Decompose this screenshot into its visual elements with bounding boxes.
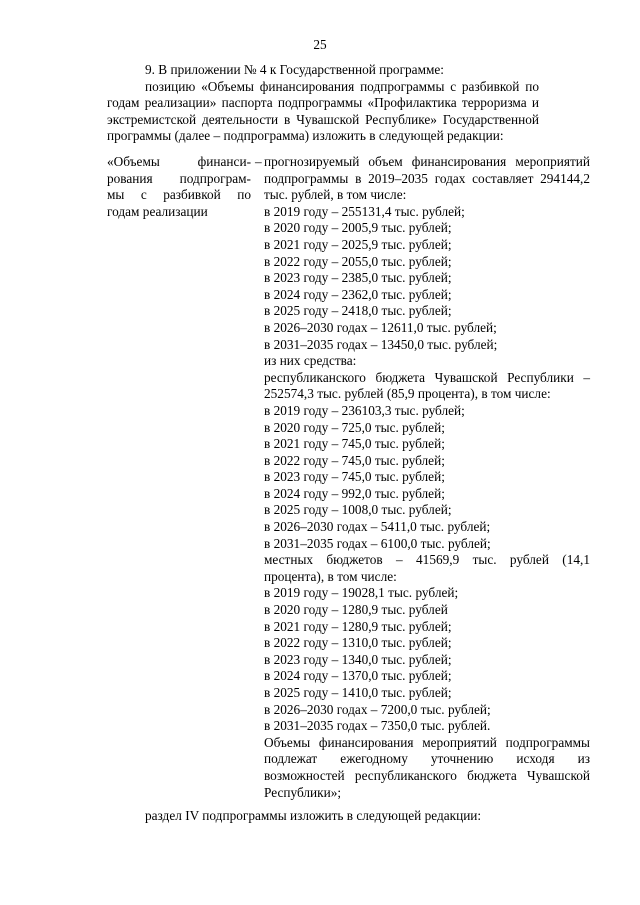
total-funding-text: прогнозируемый объем финансирования мероприятий подпрограммы в 2019–2035 годах составляет 294144,2 тыс. рублей, в том числе:	[264, 154, 590, 203]
local-year-line: в 2025 году – 1410,0 тыс. рублей;	[264, 685, 452, 700]
total-year-line: в 2021 году – 2025,9 тыс. рублей;	[264, 236, 452, 252]
republic-year-line: в 2021 году – 745,0 тыс. рублей;	[264, 436, 445, 452]
republic-budget-text: республиканского бюджета Чувашской Республики – 252574,3 тыс. рублей (85,9 процента), в том числе:	[264, 369, 590, 402]
local-year-line: в 2026–2030 годах – 7200,0 тыс. рублей;	[264, 701, 491, 717]
funding-label	[107, 154, 251, 220]
republic-year-line: в 2022 году – 745,0 тыс. рублей;	[264, 452, 445, 468]
total-year-line: в 2024 году – 2362,0 тыс. рублей;	[264, 286, 452, 302]
republic-year-line: в 2031–2035 годах – 6100,0 тыс. рублей;	[264, 535, 491, 551]
republic-year-line: в 2024 году – 992,0 тыс. рублей;	[264, 485, 445, 501]
republic-year-line: в 2019 году – 236103,3 тыс. рублей;	[264, 402, 465, 418]
local-year-line: в 2031–2035 годах – 7350,0 тыс. рублей.	[264, 718, 491, 734]
local-year-line: в 2024 году – 1370,0 тыс. рублей;	[264, 668, 452, 684]
total-year-line: в 2026–2030 годах – 12611,0 тыс. рублей;	[264, 319, 497, 335]
local-year-line: в 2021 году – 1280,9 тыс. рублей;	[264, 618, 452, 634]
local-year-line: в 2023 году – 1340,0 тыс. рублей;	[264, 651, 452, 667]
local-year-line: в 2019 году – 19028,1 тыс. рублей;	[264, 585, 459, 601]
sources-intro: из них средства:	[264, 353, 357, 369]
funding-label-line: годам реализации	[107, 203, 208, 219]
local-year-line: в 2020 году – 1280,9 тыс. рублей	[264, 602, 448, 618]
amendment-paragraph: позицию «Объемы финансирования подпрограммы с разбивкой по годам реализации» паспорта подпрограммы «Профилактика терроризма и экстремистской деятельности в Чувашской Республике» Государственной программы (далее – подпрограмма) изложить в следующей редакции:	[107, 78, 539, 144]
label-dash: –	[255, 154, 262, 169]
republic-year-line: в 2020 году – 725,0 тыс. рублей;	[264, 419, 445, 435]
total-year-line: в 2022 году – 2055,0 тыс. рублей;	[264, 253, 452, 269]
closing-line: раздел IV подпрограммы изложить в следующей редакции:	[145, 808, 482, 823]
total-year-line: в 2023 году – 2385,0 тыс. рублей;	[264, 270, 452, 286]
amendment-intro	[107, 62, 539, 145]
republic-year-line: в 2023 году – 745,0 тыс. рублей;	[264, 469, 445, 485]
funding-details	[264, 154, 590, 801]
page-number: 25	[313, 37, 327, 52]
local-year-line: в 2022 году – 1310,0 тыс. рублей;	[264, 635, 452, 651]
funding-label-line: мы с разбивкой по	[107, 187, 251, 203]
amendment-heading: 9. В приложении № 4 к Государственной программе:	[145, 62, 445, 77]
local-budget-text: местных бюджетов – 41569,9 тыс. рублей (14,1 процента), в том числе:	[264, 552, 590, 584]
total-year-line: в 2020 году – 2005,9 тыс. рублей;	[264, 220, 452, 236]
total-year-line: в 2031–2035 годах – 13450,0 тыс. рублей;	[264, 336, 498, 352]
republic-year-line: в 2026–2030 годах – 5411,0 тыс. рублей;	[264, 519, 491, 535]
republic-year-line: в 2025 году – 1008,0 тыс. рублей;	[264, 502, 452, 518]
funding-label-line: рования подпрограм-	[107, 170, 251, 186]
total-year-line: в 2019 году – 255131,4 тыс. рублей;	[264, 203, 465, 219]
funding-label-line: «Объемы финанси-	[107, 154, 251, 169]
total-year-line: в 2025 году – 2418,0 тыс. рублей;	[264, 303, 452, 319]
funding-note: Объемы финансирования мероприятий подпрограммы подлежат ежегодному уточнению исходя из возможностей республиканского бюджета Чувашской Республики»;	[264, 734, 590, 800]
